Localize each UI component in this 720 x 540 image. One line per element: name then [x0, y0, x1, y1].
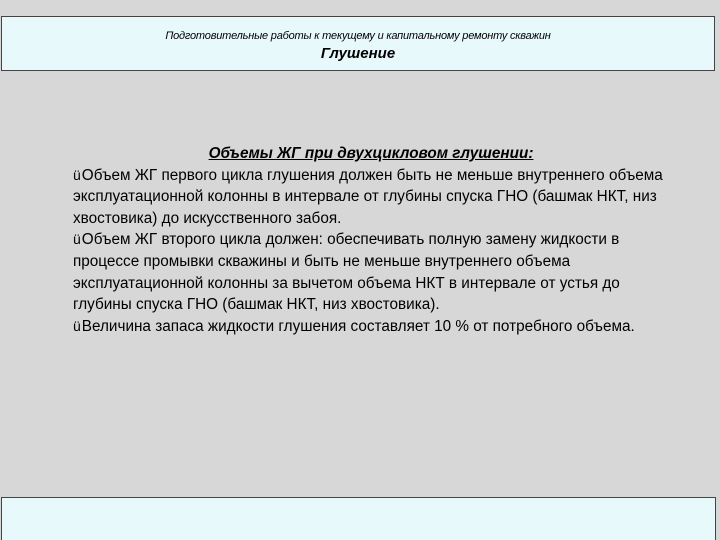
checkmark-icon: ü [73, 166, 81, 183]
checkmark-icon: ü [73, 317, 81, 334]
bullet-item [73, 316, 663, 338]
bullet-item [73, 229, 663, 315]
bullet-text: Объем ЖГ второго цикла должен: обеспечивать полную замену жидкости в процессе промывки скважины и быть не меньше внутреннего объема эксплуатационной колонны за вычетом объема НКТ в интервале от устья до глубины спуска ГНО (башмак НКТ, низ хвостовика). [73, 231, 620, 314]
header-title: Глушение [320, 45, 396, 62]
bullet-item [73, 165, 663, 230]
checkmark-icon: ü [73, 231, 81, 248]
header-subtitle: Подготовительные работы к текущему и капитальному ремонту скважин [165, 30, 551, 42]
content-body [73, 143, 663, 337]
header-box [1, 16, 715, 71]
content-title: Объемы ЖГ при двухцикловом глушении: [208, 145, 534, 162]
bullet-text: Объем ЖГ первого цикла глушения должен быть не меньше внутреннего объема эксплуатационной колонны в интервале от глубины спуска ГНО (башмак НКТ, низ хвостовика) до искусственного забоя. [73, 166, 663, 227]
footer-box [1, 497, 716, 540]
bullet-text: Величина запаса жидкости глушения составляет 10 % от потребного объема. [81, 317, 635, 335]
